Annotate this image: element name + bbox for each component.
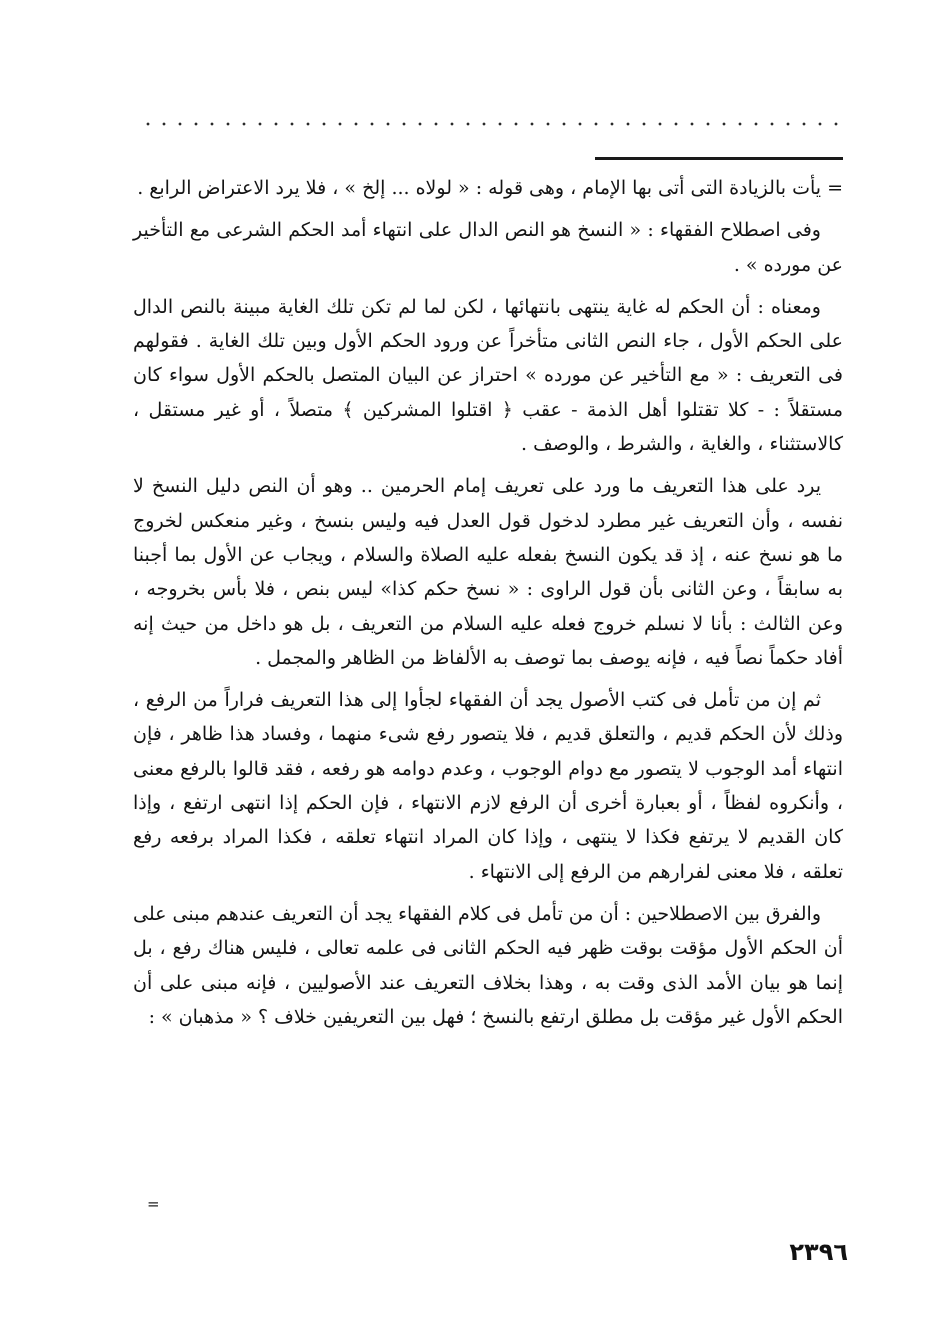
footnote-rule [595, 157, 843, 160]
footnote-paragraph: = يأت بالزيادة التى أتى بها الإمام ، وهى قوله : « لولاه ... إلخ » ، فلا يرد الاعتراض الرابع . [137, 177, 843, 199]
footnote-paragraph: والفرق بين الاصطلاحين : أن من تأمل فى كلام الفقهاء يجد أن التعريف عندهم مبنى على أن الحكم الأول مؤقت بوقت ظهر فيه الحكم الثانى فى علمه تعالى ، فليس هناك رفع ، بل إنما هو بيان الأمد الذى وقت به ، وهذا بخلاف التعريف عند الأصوليين ، فإنه مبنى على أن الحكم الأول غير مؤقت بل مطلق ارتفع بالنسخ ؛ فهل بين التعريفين خلاف ؟ « مذهبان » : [133, 902, 843, 1028]
page-number: ٢٣٩٦ [789, 1238, 848, 1266]
continuation-mark: = [147, 1195, 160, 1213]
footnote-paragraph: وفى اصطلاح الفقهاء : « النسخ هو النص الدال على انتهاء أمد الحكم الشرعى مع التأخير عن مورده » . [133, 219, 843, 276]
footnote-paragraph: يرد على هذا التعريف ما ورد على تعريف إمام الحرمين .. وهو أن النص دليل النسخ لا نفسه ، وأن التعريف غير مطرد لدخول قول العدل فيه وليس بنسخ ، وغير منعكس لخروج ما هو نسخ عنه ، إذ قد يكون النسخ بفعله عليه الصلاة والسلام ، ويجاب عن الأول بما أجبنا به سابقاً ، وعن الثانى بأن قول الراوى : « نسخ حكم كذا» ليس بنص ، فلا بأس بخروجه ، وعن الثالث : بأنا لا نسلم خروج فعله عليه السلام من التعريف ، بل هو داخل من حيث إنه أفاد حكماً نصاً فيه ، فإنه يوصف بما توصف به الألفاظ من الظاهر والمجمل . [133, 475, 843, 669]
footnote-paragraph: ومعناه : أن الحكم له غاية ينتهى بانتهائها ، لكن لما لم تكن تلك الغاية مبينة بالنص الدال على الحكم الأول ، جاء النص الثانى متأخراً عن ورود الحكم الأول وبين تلك الغاية . فقولهم فى التعريف : « مع التأخير عن مورده » احتراز عن البيان المتصل بالحكم الأول سواء كان مستقلاً : - كلا تقتلوا أهل الذمة - عقب ﴿ اقتلوا المشركين ﴾ متصلاً ، أو غير مستقل ، كالاستثناء ، والغاية ، والشرط ، والوصف . [133, 295, 843, 456]
dotted-separator [140, 122, 840, 126]
footnote-paragraph: ثم إن من تأمل فى كتب الأصول يجد أن الفقهاء لجأوا إلى هذا التعريف فراراً من الرفع ، وذلك لأن الحكم قديم ، والتعلق قديم ، فلا يتصور رفع شىء منهما ، وفساد هذا ظاهر ، فإن انتهاء أمد الوجوب لا يتصور مع دوام الوجوب ، وعدم دوامه هو رفعه ، فقد قالوا بالرفع معنى ، وأنكروه لفظاً ، أو بعبارة أخرى أن الرفع لازم الانتهاء ، فإن الحكم إذا انتهى ارتفع ، وإذا كان القديم لا يرتفع فكذا لا ينتهى ، وإذا كان المراد انتهاء تعلقه ، فكذا المراد برفعه رفع تعلقه ، فلا معنى لفرارهم من الرفع إلى الانتهاء . [133, 689, 843, 883]
footnote-text [133, 171, 843, 1042]
